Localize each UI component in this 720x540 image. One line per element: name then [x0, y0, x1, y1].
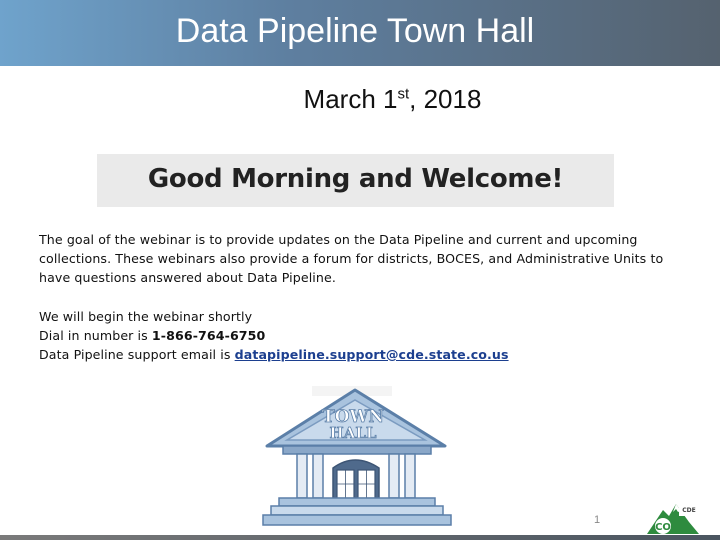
logo-text: CO [655, 522, 671, 533]
date-ordinal: st [397, 85, 410, 103]
support-email-link[interactable]: datapipeline.support@cde.state.co.us [234, 347, 509, 362]
welcome-text: Good Morning and Welcome! [147, 164, 564, 194]
sign-line-2: HALL [329, 424, 377, 442]
details-paragraph [39, 307, 689, 364]
dial-in-label: Dial in number is [39, 328, 152, 343]
colorado-logo [645, 500, 701, 536]
date-line [0, 84, 720, 115]
date-year: , 2018 [409, 84, 482, 114]
town-hall-clipart [257, 384, 457, 534]
slide-number: 1 [593, 514, 601, 526]
logo-top-text: CDE [682, 507, 696, 514]
title-bar [0, 0, 720, 66]
welcome-banner [97, 154, 614, 207]
start-notice: We will begin the webinar shortly [39, 309, 253, 324]
sign-line-1: TOWN [321, 407, 385, 427]
slide-title: Data Pipeline Town Hall [175, 12, 535, 50]
email-label: Data Pipeline support email is [39, 347, 235, 362]
bottom-bar [0, 535, 720, 540]
dial-in-number: 1-866-764-6750 [151, 328, 266, 343]
email-line [39, 345, 689, 364]
intro-paragraph: The goal of the webinar is to provide updates on the Data Pipeline and current and upcoming collections. These webinars also provide a forum for districts, BOCES, and Administrative Units to have questions answered about Data Pipeline. [39, 232, 664, 285]
date-day: March 1 [303, 84, 398, 114]
dial-in-line [39, 326, 689, 345]
